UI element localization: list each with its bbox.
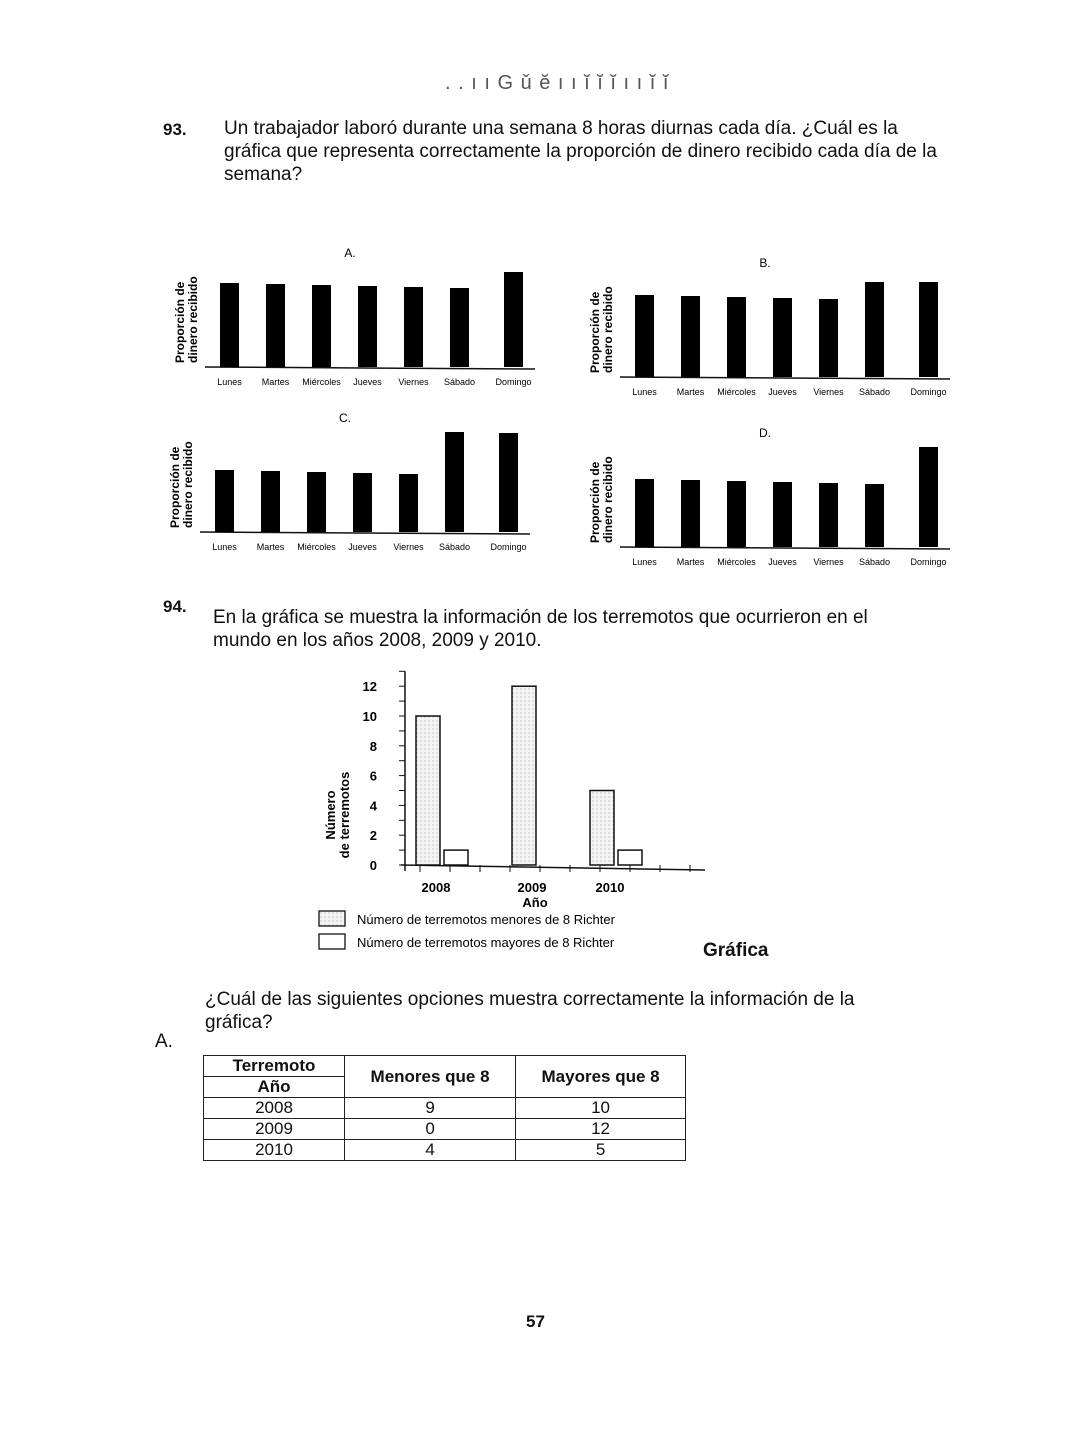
- option-chart-c: [155, 410, 527, 560]
- header-ano: Año: [257, 1077, 291, 1096]
- question-93-number: 93.: [163, 120, 187, 139]
- bar-sábado: [865, 484, 884, 547]
- y-axis-label: [588, 456, 615, 543]
- bar-miércoles: [312, 285, 331, 367]
- day-label: Lunes: [632, 387, 657, 397]
- day-label: Miércoles: [297, 542, 336, 552]
- y-axis-label-line2: dinero recibido: [601, 286, 615, 373]
- x-tick-label: 2009: [517, 880, 547, 895]
- y-axis-label: [173, 276, 200, 363]
- x-tick-label: 2008: [421, 880, 451, 895]
- x-axis: [620, 377, 950, 379]
- option-label: D.: [759, 426, 771, 440]
- day-label: Sábado: [858, 387, 891, 397]
- table-row: [204, 1119, 686, 1140]
- question-94-number: 94.: [163, 597, 187, 616]
- page-number: 57: [526, 1312, 545, 1331]
- bar-jueves: [358, 286, 377, 367]
- bar-viernes: [819, 299, 838, 377]
- day-label: Sábado: [438, 542, 471, 552]
- day-label: Martes: [261, 377, 290, 387]
- y-axis-label-line1: Proporción de: [168, 446, 182, 528]
- bar-viernes: [819, 483, 838, 547]
- cell: 4: [345, 1140, 516, 1161]
- x-axis: [620, 547, 950, 549]
- y-axis-label-line1: Proporción de: [588, 291, 602, 373]
- day-label: Martes: [676, 557, 705, 567]
- y-axis-label-line2: dinero recibido: [601, 456, 615, 543]
- option-chart-d: [575, 425, 947, 575]
- bar-2010-mayores: [618, 850, 642, 865]
- option-label: B.: [759, 256, 771, 270]
- legend-entry: Número de terremotos menores de 8 Richter: [357, 912, 615, 927]
- day-label: Jueves: [348, 542, 377, 552]
- y-axis-label-line2: dinero recibido: [186, 276, 200, 363]
- bar-chart-svg: [160, 245, 540, 395]
- bar-chart-svg: [575, 255, 955, 405]
- table-row: [204, 1140, 686, 1161]
- bar-jueves: [353, 473, 372, 532]
- day-label: Viernes: [813, 387, 844, 397]
- bar-martes: [261, 471, 280, 532]
- bar-lunes: [220, 283, 239, 367]
- day-label: Jueves: [768, 557, 797, 567]
- y-tick-label: 12: [362, 679, 377, 695]
- y-axis-label-line2: dinero recibido: [181, 441, 195, 528]
- bar-jueves: [773, 298, 792, 377]
- bar-domingo: [919, 282, 938, 377]
- y-tick-label: 4: [369, 798, 377, 814]
- day-label: Lunes: [212, 542, 237, 552]
- day-label: Domingo: [490, 542, 527, 552]
- header-terremoto-ano: [204, 1056, 345, 1098]
- bar-domingo: [919, 447, 938, 547]
- legend-swatch: [319, 934, 345, 949]
- question-94-text: En la gráfica se muestra la información de los terremotos que ocurrieron en el mundo en los años 2008, 2009 y 2010.: [213, 607, 868, 651]
- day-label: Lunes: [632, 557, 657, 567]
- bar-miércoles: [727, 297, 746, 377]
- bar-lunes: [215, 470, 234, 532]
- x-axis-label: Año: [522, 895, 548, 910]
- y-axis-label: [323, 772, 352, 859]
- option-chart-b: [575, 255, 947, 405]
- bar-lunes: [635, 479, 654, 547]
- day-label: Martes: [256, 542, 285, 552]
- bar-2008-mayores: [444, 850, 468, 865]
- question-93-text: Un trabajador laboró durante una semana 8 horas diurnas cada día. ¿Cuál es la gráfica que representa correctamente la proporción de dinero recibido cada día de la semana?: [224, 118, 937, 185]
- cell: 2008: [204, 1098, 345, 1119]
- day-label: Jueves: [353, 377, 382, 387]
- day-label: Miércoles: [302, 377, 341, 387]
- earthquake-chart: [300, 660, 720, 960]
- legend-swatch: [319, 911, 345, 926]
- y-tick-label: 2: [369, 828, 377, 844]
- cell: 0: [345, 1119, 516, 1140]
- option-chart-a: [160, 245, 532, 395]
- day-label: Domingo: [495, 377, 532, 387]
- day-label: Viernes: [813, 557, 844, 567]
- day-label: Miércoles: [717, 557, 756, 567]
- y-tick-label: 8: [369, 738, 377, 754]
- day-label: Martes: [676, 387, 705, 397]
- x-tick-label: 2010: [595, 880, 625, 895]
- bar-sábado: [445, 432, 464, 532]
- option-label: A.: [344, 246, 356, 260]
- day-label: Sábado: [858, 557, 891, 567]
- option-a-label: A.: [155, 1031, 173, 1052]
- bar-jueves: [773, 482, 792, 547]
- day-label: Viernes: [398, 377, 429, 387]
- day-label: Viernes: [393, 542, 424, 552]
- header-mayores: Mayores que 8: [516, 1056, 686, 1098]
- bar-miércoles: [307, 472, 326, 532]
- question-94-prompt: ¿Cuál de las siguientes opciones muestra correctamente la información de la gráfica?: [205, 989, 855, 1033]
- bar-chart-svg: [575, 425, 955, 575]
- bar-lunes: [635, 295, 654, 377]
- bar-martes: [266, 284, 285, 367]
- x-axis: [200, 532, 530, 534]
- graph-caption: Gráfica: [703, 940, 769, 961]
- bar-viernes: [399, 474, 418, 532]
- day-label: Domingo: [910, 557, 947, 567]
- y-tick-label: 10: [362, 709, 377, 724]
- day-label: Domingo: [910, 387, 947, 397]
- bar-sábado: [865, 282, 884, 377]
- bar-domingo: [504, 272, 523, 367]
- bar-martes: [681, 296, 700, 377]
- option-label: C.: [339, 411, 351, 425]
- y-axis-label-line1: Proporción de: [588, 461, 602, 543]
- cell: 5: [516, 1140, 686, 1161]
- bar-miércoles: [727, 481, 746, 547]
- cell: 2010: [204, 1140, 345, 1161]
- cell: 9: [345, 1098, 516, 1119]
- header-fragment: . . ı ı G ǔ ĕ ı ı ĭ ĭ ĭ ı ı ĭ ĭ: [445, 72, 670, 94]
- y-label-line1: Número: [323, 790, 338, 840]
- cell: 2009: [204, 1119, 345, 1140]
- y-tick-label: 6: [369, 768, 377, 784]
- bar-sábado: [450, 288, 469, 367]
- bar-domingo: [499, 433, 518, 532]
- bar-martes: [681, 480, 700, 547]
- x-axis: [205, 367, 535, 369]
- y-axis-label-line1: Proporción de: [173, 281, 187, 363]
- day-label: Lunes: [217, 377, 242, 387]
- header-menores: Menores que 8: [345, 1056, 516, 1098]
- y-axis-label: [168, 441, 195, 528]
- bar-2010-menores: [590, 791, 614, 866]
- answer-table: [203, 1055, 686, 1161]
- bar-viernes: [404, 287, 423, 367]
- day-label: Miércoles: [717, 387, 756, 397]
- bar-2009-menores: [512, 686, 536, 865]
- day-label: Jueves: [768, 387, 797, 397]
- y-axis-label: [588, 286, 615, 373]
- y-label-line2: de terremotos: [337, 771, 352, 859]
- cell: 10: [516, 1098, 686, 1119]
- bar-2008-menores: [416, 716, 440, 865]
- table-row: [204, 1098, 686, 1119]
- day-label: Sábado: [443, 377, 476, 387]
- legend-entry: Número de terremotos mayores de 8 Richter: [357, 935, 615, 950]
- y-tick-label: 0: [369, 858, 377, 873]
- header-terremoto: Terremoto: [204, 1056, 344, 1077]
- bar-chart-svg: [155, 410, 535, 560]
- cell: 12: [516, 1119, 686, 1140]
